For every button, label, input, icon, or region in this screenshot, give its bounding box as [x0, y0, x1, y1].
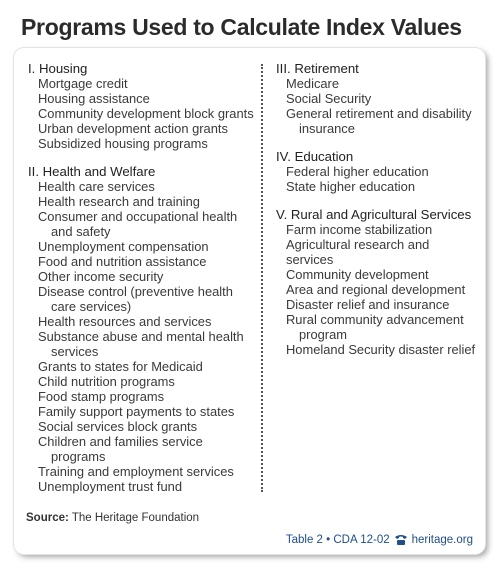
- program-item: [28, 359, 263, 374]
- program-name: Rural community advancement: [286, 312, 464, 327]
- left-column: [28, 61, 263, 507]
- section-heading: V. Rural and Agricultural Services: [276, 207, 472, 222]
- program-name: Disaster relief and insurance: [286, 297, 450, 312]
- right-column: [276, 61, 476, 370]
- program-name: Community development: [286, 267, 429, 282]
- section-heading: II. Health and Welfare: [28, 164, 156, 179]
- program-item: [28, 254, 263, 269]
- program-name: Unemployment trust fund: [38, 479, 183, 494]
- program-item: [28, 329, 263, 359]
- source-label: Source:: [26, 512, 69, 524]
- section: [28, 164, 263, 494]
- program-item: [276, 76, 476, 91]
- program-item: [28, 374, 263, 389]
- program-item: [28, 389, 263, 404]
- program-name: Health research and training: [38, 194, 200, 209]
- program-name: Child nutrition programs: [38, 374, 175, 389]
- program-name: Farm income stabilization: [286, 222, 433, 237]
- footer-reference: [286, 534, 473, 546]
- program-name: Subsidized housing programs: [38, 136, 208, 151]
- program-item: [28, 91, 263, 106]
- program-item: [276, 312, 476, 342]
- section: [276, 61, 476, 136]
- program-name: Consumer and occupational health: [38, 209, 238, 224]
- program-name: State higher education: [286, 179, 416, 194]
- program-name-continued: care services): [51, 299, 132, 314]
- program-name: Unemployment compensation: [38, 239, 209, 254]
- column-divider: [261, 64, 263, 492]
- program-item: [276, 297, 476, 312]
- program-name-continued: insurance: [299, 121, 355, 136]
- program-name: Housing assistance: [38, 91, 150, 106]
- program-name: Grants to states for Medicaid: [38, 359, 203, 374]
- program-name-continued: programs: [51, 449, 106, 464]
- program-item: [28, 404, 263, 419]
- program-name: Agricultural research and services: [286, 237, 430, 267]
- program-item: [28, 269, 263, 284]
- program-item: [276, 179, 476, 194]
- program-item: [28, 121, 263, 136]
- program-name: Other income security: [38, 269, 164, 284]
- program-name: Substance abuse and mental health: [38, 329, 244, 344]
- program-item: [28, 419, 263, 434]
- program-item: [28, 179, 263, 194]
- program-name: Family support payments to states: [38, 404, 235, 419]
- section-heading: I. Housing: [28, 61, 88, 76]
- program-item: [276, 237, 476, 267]
- program-item: [276, 222, 476, 237]
- source-text: The Heritage Foundation: [71, 512, 200, 524]
- programs-panel: [14, 48, 485, 554]
- program-item: [276, 91, 476, 106]
- program-name: Training and employment services: [38, 464, 234, 479]
- section: [276, 149, 476, 194]
- program-item: [28, 76, 263, 91]
- program-item: [28, 284, 263, 314]
- section: [276, 207, 476, 357]
- table-reference: Table 2 • CDA 12-02: [285, 534, 390, 546]
- program-name-continued: program: [299, 327, 347, 342]
- program-item: [28, 136, 263, 151]
- program-name: Children and families service: [38, 434, 203, 449]
- program-item: [28, 314, 263, 329]
- program-name-continued: services: [51, 344, 99, 359]
- program-name: Health care services: [38, 179, 155, 194]
- program-item: [28, 479, 263, 494]
- program-item: [28, 464, 263, 479]
- program-item: [276, 106, 476, 136]
- section: [28, 61, 263, 151]
- program-name: Disease control (preventive health: [38, 284, 233, 299]
- section-heading: III. Retirement: [276, 61, 359, 76]
- program-name-continued: and safety: [51, 224, 111, 239]
- program-item: [28, 194, 263, 209]
- page-title: Programs Used to Calculate Index Values: [21, 14, 462, 40]
- program-name: Food stamp programs: [38, 389, 165, 404]
- program-name: Homeland Security disaster relief: [286, 342, 476, 357]
- program-name: Medicare: [286, 76, 340, 91]
- phone-icon: [394, 534, 408, 546]
- program-item: [28, 434, 263, 464]
- program-item: [28, 106, 263, 121]
- program-name: Area and regional development: [286, 282, 466, 297]
- source-note: [26, 512, 199, 524]
- program-item: [276, 282, 476, 297]
- program-item: [276, 342, 476, 357]
- program-item: [276, 267, 476, 282]
- program-name: Mortgage credit: [38, 76, 128, 91]
- program-name: General retirement and disability: [286, 106, 472, 121]
- program-name: Community development block grants: [38, 106, 254, 121]
- program-name: Food and nutrition assistance: [38, 254, 207, 269]
- program-name: Urban development action grants: [38, 121, 228, 136]
- site-link[interactable]: heritage.org: [411, 534, 473, 546]
- program-name: Social services block grants: [38, 419, 198, 434]
- program-item: [28, 209, 263, 239]
- program-name: Social Security: [286, 91, 372, 106]
- program-name: Health resources and services: [38, 314, 212, 329]
- section-heading: IV. Education: [276, 149, 354, 164]
- program-item: [28, 239, 263, 254]
- program-name: Federal higher education: [286, 164, 429, 179]
- program-item: [276, 164, 476, 179]
